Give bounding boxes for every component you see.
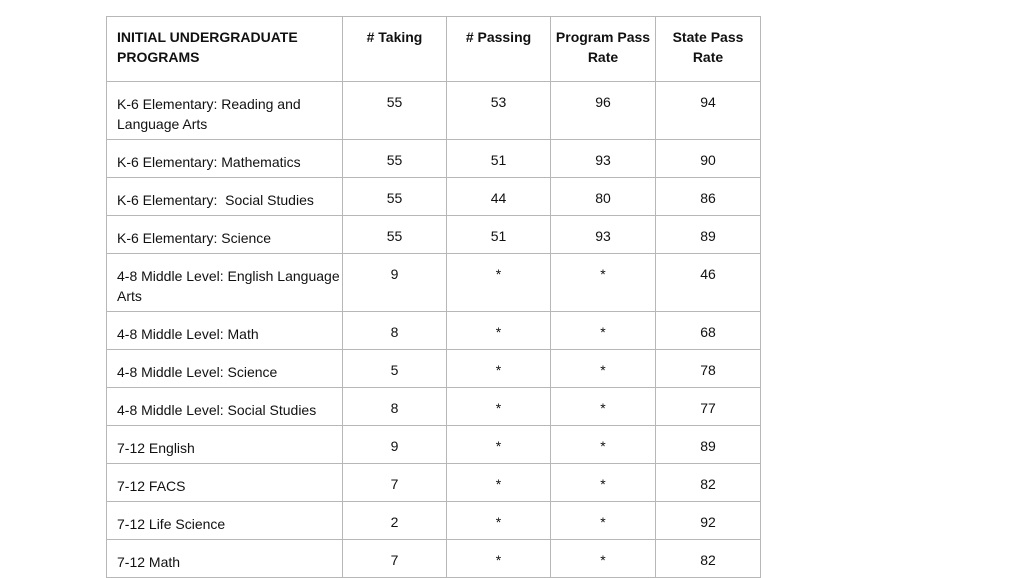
program-rate-cell: 96	[551, 82, 656, 140]
program-cell: 7-12 FACS	[107, 464, 343, 502]
program-rate-cell: *	[551, 426, 656, 464]
passing-cell: 44	[447, 178, 551, 216]
taking-cell: 7	[343, 540, 447, 578]
passing-cell: *	[447, 464, 551, 502]
program-rate-cell: 80	[551, 178, 656, 216]
state-rate-cell: 68	[656, 312, 761, 350]
header-program: INITIAL UNDERGRADUATE PROGRAMS	[107, 17, 343, 82]
taking-cell: 5	[343, 350, 447, 388]
table-row	[107, 426, 761, 464]
taking-cell: 9	[343, 254, 447, 312]
passing-cell: 53	[447, 82, 551, 140]
table-row	[107, 350, 761, 388]
program-cell: K-6 Elementary: Social Studies	[107, 178, 343, 216]
taking-cell: 55	[343, 216, 447, 254]
table-row	[107, 178, 761, 216]
taking-cell: 55	[343, 82, 447, 140]
state-rate-cell: 92	[656, 502, 761, 540]
state-rate-cell: 89	[656, 426, 761, 464]
passing-cell: *	[447, 350, 551, 388]
taking-cell: 7	[343, 464, 447, 502]
header-passing: # Passing	[447, 17, 551, 82]
program-cell: 4-8 Middle Level: Science	[107, 350, 343, 388]
header-state-pass-rate: State Pass Rate	[656, 17, 761, 82]
program-cell: 7-12 Math	[107, 540, 343, 578]
program-rate-cell: *	[551, 312, 656, 350]
table-row	[107, 388, 761, 426]
program-cell: 7-12 Life Science	[107, 502, 343, 540]
program-rate-cell: 93	[551, 140, 656, 178]
table-row	[107, 82, 761, 140]
program-cell: 7-12 English	[107, 426, 343, 464]
state-rate-cell: 89	[656, 216, 761, 254]
passing-cell: *	[447, 254, 551, 312]
program-rate-cell: *	[551, 540, 656, 578]
program-cell: 4-8 Middle Level: English Language Arts	[107, 254, 343, 312]
taking-cell: 2	[343, 502, 447, 540]
program-rate-cell: *	[551, 502, 656, 540]
state-rate-cell: 82	[656, 540, 761, 578]
program-rate-cell: *	[551, 254, 656, 312]
passing-cell: *	[447, 540, 551, 578]
table-row	[107, 140, 761, 178]
state-rate-cell: 77	[656, 388, 761, 426]
table-row	[107, 254, 761, 312]
program-cell: K-6 Elementary: Reading and Language Arts	[107, 82, 343, 140]
passing-cell: *	[447, 426, 551, 464]
table-row	[107, 312, 761, 350]
passing-cell: 51	[447, 140, 551, 178]
table-row	[107, 502, 761, 540]
passing-cell: *	[447, 312, 551, 350]
program-rate-cell: *	[551, 388, 656, 426]
program-cell: 4-8 Middle Level: Social Studies	[107, 388, 343, 426]
state-rate-cell: 94	[656, 82, 761, 140]
header-program-pass-rate: Program Pass Rate	[551, 17, 656, 82]
state-rate-cell: 90	[656, 140, 761, 178]
table-header-row	[107, 17, 761, 82]
state-rate-cell: 82	[656, 464, 761, 502]
taking-cell: 8	[343, 312, 447, 350]
program-rate-cell: *	[551, 464, 656, 502]
table-row	[107, 464, 761, 502]
taking-cell: 8	[343, 388, 447, 426]
program-rate-cell: *	[551, 350, 656, 388]
passing-cell: 51	[447, 216, 551, 254]
program-cell: K-6 Elementary: Mathematics	[107, 140, 343, 178]
program-rate-cell: 93	[551, 216, 656, 254]
state-rate-cell: 46	[656, 254, 761, 312]
state-rate-cell: 86	[656, 178, 761, 216]
table-row	[107, 216, 761, 254]
passing-cell: *	[447, 502, 551, 540]
pass-rate-table-container	[106, 16, 761, 578]
taking-cell: 55	[343, 140, 447, 178]
taking-cell: 9	[343, 426, 447, 464]
taking-cell: 55	[343, 178, 447, 216]
table-row	[107, 540, 761, 578]
passing-cell: *	[447, 388, 551, 426]
header-taking: # Taking	[343, 17, 447, 82]
state-rate-cell: 78	[656, 350, 761, 388]
program-cell: K-6 Elementary: Science	[107, 216, 343, 254]
pass-rate-table	[106, 16, 761, 578]
program-cell: 4-8 Middle Level: Math	[107, 312, 343, 350]
